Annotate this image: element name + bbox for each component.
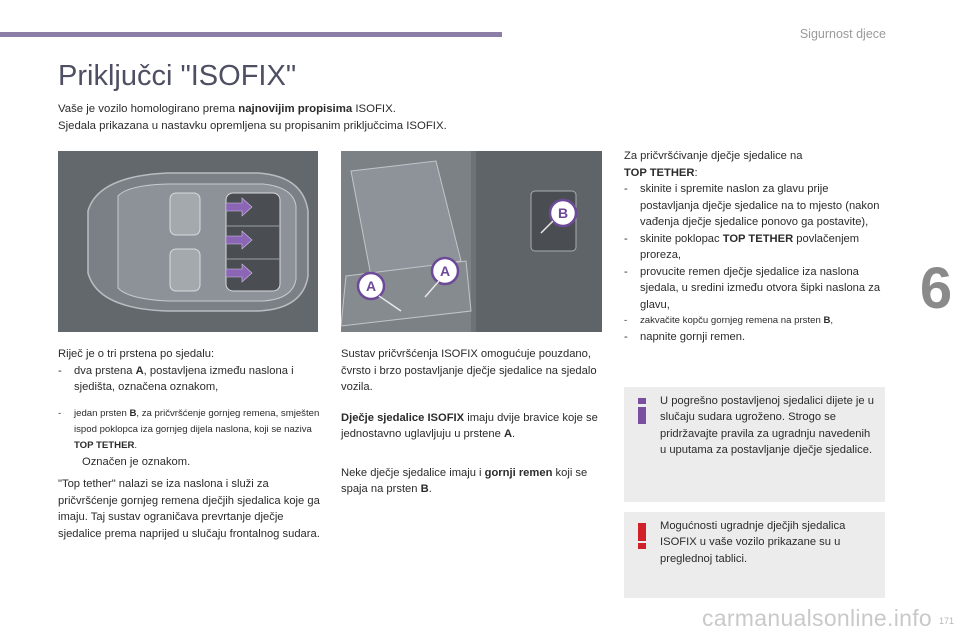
car-topview-illustration <box>58 151 318 332</box>
middle-column <box>341 346 599 498</box>
paragraph: Za pričvršćivanje dječje sjedalice na <box>624 150 803 162</box>
left-column <box>58 346 320 542</box>
list-item: - zakvačite kopču gornjeg remena na prsten B, <box>624 315 834 326</box>
list-item: - skinite i spremite naslon za glavu prije postavljanja dječje sjedalice na to mjesto (nakon vađenja dječje sjedalice ponovo ga postavite), <box>624 183 880 228</box>
info-text: U pogrešno postavljenoj sjedalici dijete je u slučaju sudara ugroženo. Strogo se pridržavajte pravila za ugradnju navedenih u uputama za postavljanje dječje sjedalice. <box>660 395 874 456</box>
list-item: - skinite poklopac TOP TETHER povlačenjem proreza, <box>624 232 860 261</box>
paragraph: TOP TETHER: <box>624 166 698 179</box>
paragraph: Neke dječje sjedalice imaju i gornji remen koji se spaja na prsten B. <box>341 466 588 495</box>
list-item: - napnite gornji remen. <box>624 331 746 343</box>
front-seat-right <box>170 249 200 291</box>
anchor-label: A <box>439 263 451 279</box>
section-title: Sigurnost djece <box>799 27 886 41</box>
paragraph: Riječ je o tri prstena po sjedalu: <box>58 348 215 360</box>
list-item: - provucite remen dječje sjedalice iza naslona sjedala, u sredini između otvora šipki naslona za glavu, <box>624 265 881 311</box>
page-title: Priključci "ISOFIX" <box>58 60 297 92</box>
warning-box <box>624 512 885 598</box>
page-number: 171 <box>938 616 954 626</box>
right-column <box>624 148 886 346</box>
chapter-number: 6 <box>919 255 953 321</box>
anchor-label: B <box>557 205 569 221</box>
car-topview-svg <box>58 151 318 332</box>
warning-text: Mogućnosti ugradnje dječjih sjedalica ISOFIX u vaše vozilo prikazane su u preglednoj tablici. <box>660 520 846 565</box>
chapter-tab <box>912 250 960 326</box>
paragraph: Dječje sjedalice ISOFIX imaju dvije bravice koje se jednostavno uglavljuju u prstene A. <box>341 411 598 440</box>
info-icon <box>635 397 649 425</box>
anchor-label: A <box>365 278 377 294</box>
paragraph: Sustav pričvršćenja ISOFIX omogućuje pouzdano, čvrsto i brzo postavljanje dječje sjedalice na sjedalo vozila. <box>341 348 597 393</box>
front-seat-left <box>170 193 200 235</box>
intro-text: Vaše je vozilo homologirano prema najnovijim propisima ISOFIX. Sjedala prikazana u nastavku opremljena su propisanim priključcima ISOFIX. <box>58 103 447 132</box>
warning-icon <box>635 522 649 550</box>
info-box <box>624 387 885 502</box>
header-accent-bar <box>0 32 502 37</box>
seat-anchor-svg <box>341 151 602 332</box>
seat-anchor-illustration <box>341 151 602 332</box>
list-item: - dva prstena A, postavljena između naslona i sjedišta, označena oznakom, <box>58 364 294 393</box>
watermark: carmanualsonline.info <box>701 605 932 631</box>
paragraph: Označen je oznakom. <box>82 455 191 468</box>
paragraph: "Top tether" nalazi se iza naslona i služi za pričvršćenje gornjeg remena dječjih sjedalica koje ga imaju. Taj sustav ograničava prevrtanje dječje sjedalice prema naprijed u slučaju frontalnog sudara. <box>58 478 320 540</box>
list-item: - jedan prsten B, za pričvršćenje gornjeg remena, smješten ispod poklopca iza gornjeg dijela naslona, koji se naziva TOP TETHER. <box>58 407 320 451</box>
